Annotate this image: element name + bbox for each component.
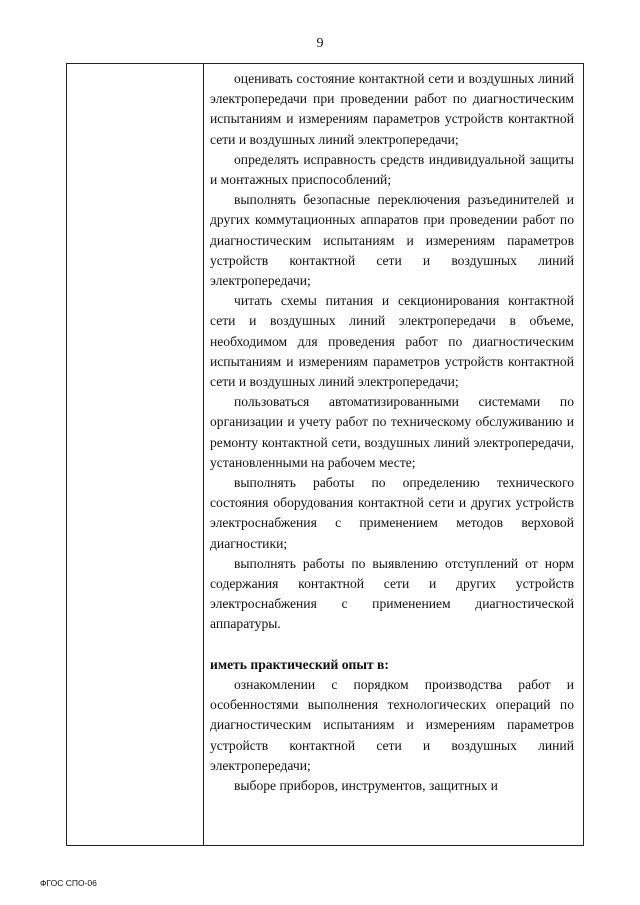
experience-heading: иметь практический опыт в: [210,656,389,672]
skill-item: выполнять работы по выявлению отступлений от норм содержания контактной сети и других устройств электроснабжения с применением диагностической аппаратуры. [210,555,574,632]
document-footer: ФГОС СПО-06 [40,878,97,888]
requirements-table [66,63,584,846]
skill-item: читать схемы питания и секционирования контактной сети и воздушных линий электропередачи в объеме, необходимом для проведения работ по диагностическим испытаниям и измерениям параметров устройств контактной сети и воздушных линий электропередачи; [210,293,574,390]
experience-item: ознакомлении с порядком производства работ и особенностями выполнения технологических операций по диагностическим испытаниям и измерениям параметров устройств контактной сети и воздушных линий электропередачи; [210,676,574,773]
skill-item: пользоваться автоматизированными системами по организации и учету работ по техническому обслуживанию и ремонту контактной сети, воздушных линий электропередачи, установленными на рабочем месте; [210,394,574,470]
experience-item: выборе приборов, инструментов, защитных и [234,777,498,793]
page-number: 9 [316,36,324,51]
skill-item: выполнять безопасные переключения разъединителей и других коммутационных аппаратов при проведении работ по диагностическим испытаниям и измерениям параметров устройств контактной сети и воздушных линий электропередачи; [210,192,574,289]
skill-item: выполнять работы по определению технического состояния оборудования контактной сети и других устройств электроснабжения с применением методов верховой диагностики; [210,475,574,551]
column-divider [203,64,204,845]
table-content-cell [210,69,574,796]
skill-item: оценивать состояние контактной сети и воздушных линий электропередачи при проведении работ по диагностическим испытаниям и измерениям параметров устройств контактной сети и воздушных линий электропередачи; [210,71,574,147]
skill-item: определять исправность средств индивидуальной защиты и монтажных приспособлений; [210,151,574,188]
